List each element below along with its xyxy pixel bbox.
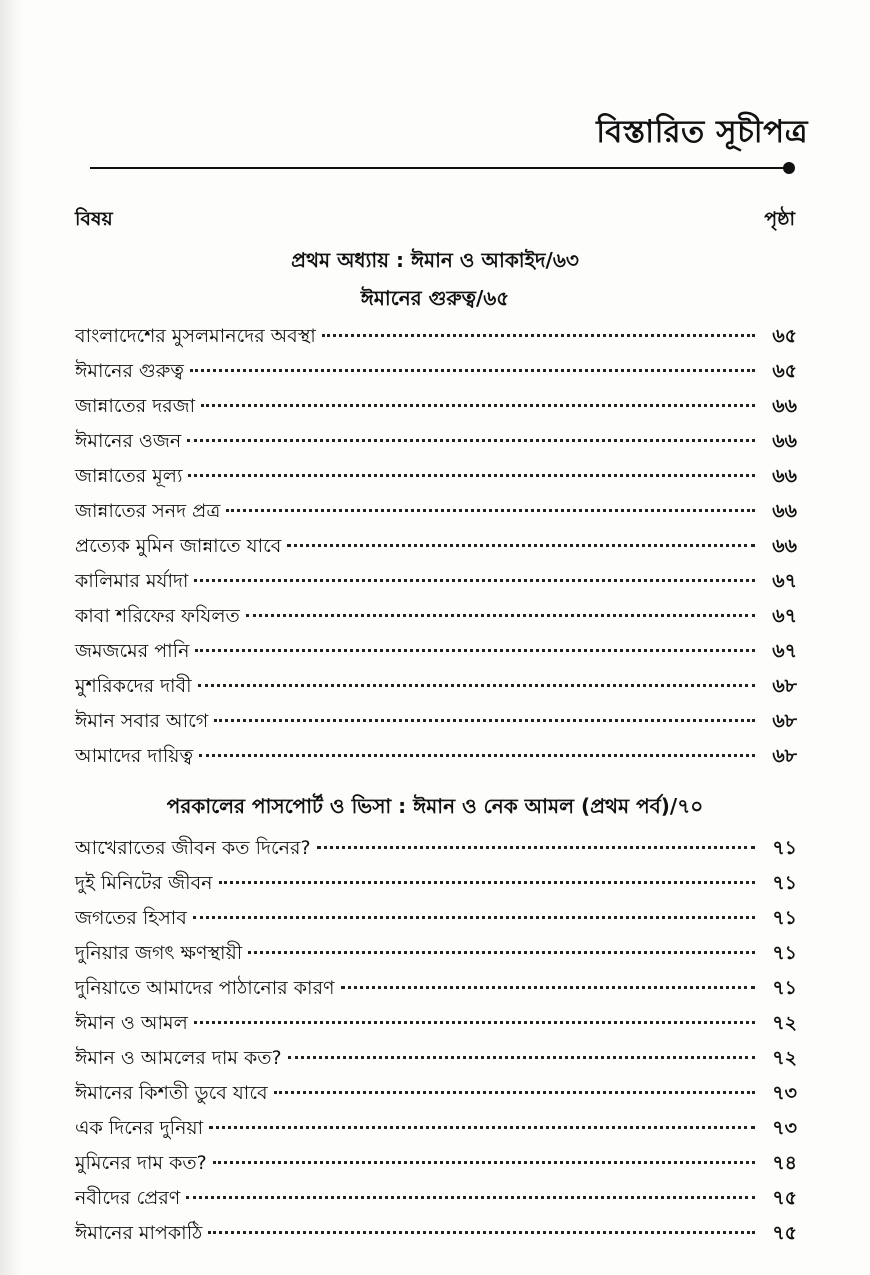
chapter-heading: প্রথম অধ্যায় : ঈমান ও আকাইদ/৬৩ (291, 248, 579, 272)
dot-leader (248, 951, 755, 954)
toc-entry (75, 1079, 797, 1114)
toc-entry-page: ৭৪ (772, 1152, 797, 1174)
toc-entry (75, 637, 797, 672)
toc-entry (75, 567, 797, 602)
toc-entry-page: ৬৬ (772, 465, 797, 487)
toc-entry-title: আমাদের দায়িত্ব (75, 745, 193, 767)
dot-leader (208, 1231, 755, 1234)
toc-entry (75, 834, 797, 869)
toc-entry-title: কাবা শরিফের ফযিলত (75, 605, 240, 627)
toc-entry-page: ৬৫ (772, 325, 797, 347)
toc-entry-title: নবীদের প্রেরণ (75, 1187, 181, 1209)
toc-entry-title: কালিমার মর্যাদা (75, 570, 189, 592)
section-heading: পরকালের পাসপোর্ট ও ভিসা : ঈমান ও নেক আমল (প্রথম পর্ব)/৭০ (166, 794, 704, 818)
column-header-topic: বিষয় (75, 208, 113, 230)
dot-leader (219, 881, 756, 884)
dot-leader (322, 334, 755, 337)
toc-entry-title: বাংলাদেশের মুসলমানদের অবস্থা (75, 325, 316, 347)
dot-leader (341, 986, 755, 989)
toc-entry-page: ৬৬ (772, 430, 797, 452)
toc-entry-title: মুশরিকদের দাবী (75, 675, 192, 697)
toc-entry-page: ৬৮ (772, 745, 797, 767)
toc-entry (75, 357, 797, 392)
toc-entry-page: ৬৮ (772, 710, 797, 732)
toc-entry-page: ৭৫ (772, 1222, 797, 1244)
toc-entry-title: এক দিনের দুনিয়া (75, 1117, 204, 1139)
page-gutter-shadow (0, 0, 22, 1275)
toc-entry-page: ৭১ (772, 907, 797, 929)
toc-entry-title: দুই মিনিটের জীবন (75, 872, 213, 894)
toc-entry-title: ঈমান ও আমল (75, 1012, 188, 1034)
toc-entry-page: ৬৫ (772, 360, 797, 382)
toc-entry (75, 1219, 797, 1254)
dot-leader (213, 1161, 755, 1164)
toc-entry (75, 974, 797, 1009)
toc-entry-title: দুনিয়াতে আমাদের পাঠানোর কারণ (75, 977, 335, 999)
dot-leader (246, 614, 755, 617)
dot-leader (188, 474, 755, 477)
toc-entry-page: ৬৬ (772, 535, 797, 557)
dot-leader (193, 916, 755, 919)
dot-leader (287, 544, 755, 547)
toc-entry (75, 869, 797, 904)
toc-entry (75, 1184, 797, 1219)
toc-entry-page: ৭৩ (772, 1082, 797, 1104)
toc-entry-title: ঈমানের মাপকাঠি (75, 1222, 203, 1244)
column-header-page: পৃষ্ঠা (764, 208, 795, 230)
toc-entry-page: ৬৬ (772, 395, 797, 417)
toc-entry-page: ৬৭ (772, 570, 797, 592)
toc-entry (75, 532, 797, 567)
toc-entry-title: ঈমানের কিশতী ডুবে যাবে (75, 1082, 268, 1104)
dot-leader (209, 1126, 755, 1129)
toc-entry-page: ৭১ (772, 837, 797, 859)
toc-entry-title: আখেরাতের জীবন কত দিনের? (75, 837, 311, 859)
toc-entry-title: জান্নাতের দরজা (75, 395, 196, 417)
toc-entry-title: জগতের হিসাব (75, 907, 187, 929)
toc-entry-title: ঈমানের ওজন (75, 430, 182, 452)
dot-leader (199, 754, 755, 757)
toc-entry-page: ৬৭ (772, 640, 797, 662)
toc-entry-page: ৭২ (772, 1012, 797, 1034)
dot-leader (274, 1091, 755, 1094)
dot-leader (187, 439, 755, 442)
toc-entry-page: ৬৬ (772, 500, 797, 522)
toc-list-section-1 (75, 322, 797, 777)
toc-entry-page: ৬৭ (772, 605, 797, 627)
dot-leader (214, 719, 755, 722)
dot-leader (198, 684, 755, 687)
toc-entry (75, 322, 797, 357)
dot-leader (195, 649, 755, 652)
toc-entry-page: ৭৩ (772, 1117, 797, 1139)
toc-entry-title: জমজমের পানি (75, 640, 190, 662)
toc-entry-page: ৭১ (772, 942, 797, 964)
dot-leader (194, 579, 755, 582)
toc-entry-page: ৭২ (772, 1047, 797, 1069)
section-heading: ঈমানের গুরুত্ব/৬৫ (360, 286, 510, 310)
title-rule (90, 167, 788, 169)
dot-leader (194, 1021, 755, 1024)
toc-entry (75, 497, 797, 532)
toc-entry-title: দুনিয়ার জগৎ ক্ষণস্থায়ী (75, 942, 243, 964)
toc-entry (75, 462, 797, 497)
toc-entry (75, 427, 797, 462)
toc-entry-title: ঈমান ও আমলের দাম কত? (75, 1047, 282, 1069)
toc-entry-page: ৭৫ (772, 1187, 797, 1209)
page-title: বিস্তারিত সূচীপত্র (596, 114, 808, 150)
toc-entry-page: ৭১ (772, 872, 797, 894)
dot-leader (201, 404, 755, 407)
dot-leader (190, 369, 755, 372)
toc-entry-title: প্রত্যেক মুমিন জান্নাতে যাবে (75, 535, 282, 557)
toc-entry (75, 392, 797, 427)
toc-entry (75, 904, 797, 939)
dot-leader (186, 1196, 755, 1199)
toc-entry (75, 672, 797, 707)
toc-entry (75, 939, 797, 974)
toc-entry (75, 707, 797, 742)
title-rule-dot (783, 162, 795, 174)
toc-entry-title: মুমিনের দাম কত? (75, 1152, 207, 1174)
toc-entry (75, 1114, 797, 1149)
toc-entry-page: ৬৮ (772, 675, 797, 697)
toc-entry (75, 1009, 797, 1044)
toc-entry-title: জান্নাতের মূল্য (75, 465, 183, 487)
toc-entry-page: ৭১ (772, 977, 797, 999)
toc-entry (75, 1044, 797, 1079)
toc-list-section-2 (75, 834, 797, 1254)
dot-leader (288, 1056, 755, 1059)
dot-leader (317, 846, 755, 849)
toc-entry-title: জান্নাতের সনদ প্রত্র (75, 500, 221, 522)
toc-entry-title: ঈমান সবার আগে (75, 710, 209, 732)
toc-entry (75, 1149, 797, 1184)
dot-leader (226, 509, 755, 512)
toc-entry (75, 602, 797, 637)
toc-entry (75, 742, 797, 777)
toc-entry-title: ঈমানের গুরুত্ব (75, 360, 184, 382)
